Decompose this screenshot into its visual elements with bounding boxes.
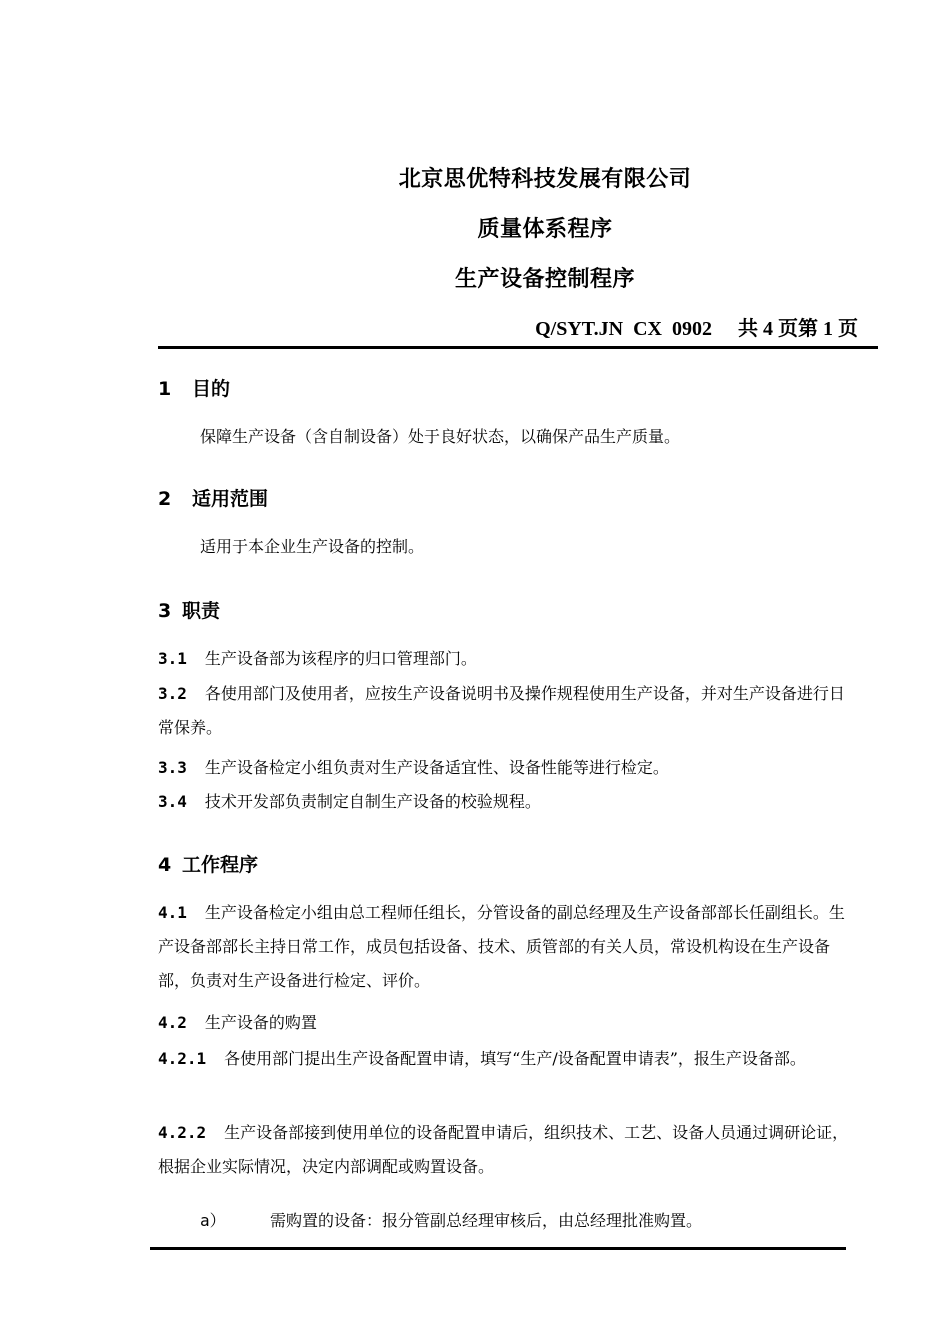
- document-number: Q/SYT.JN CX 0902: [535, 318, 712, 340]
- header-divider: [158, 346, 878, 349]
- footer-divider: [150, 1247, 846, 1250]
- section-heading-2: 2 适用范围: [158, 488, 269, 510]
- list-item: 4.2.2 生产设备部接到使用单位的设备配置申请后，组织技术、工艺、设备人员通过调研论证，根据企业实际情况，决定内部调配或购置设备。: [158, 1123, 849, 1176]
- document-category: 质量体系程序: [477, 217, 613, 242]
- section-heading-3: 3 职责: [158, 600, 221, 622]
- sub-item-a: a） 需购置的设备：报分管副总经理审核后，由总经理批准购置。: [200, 1211, 703, 1230]
- list-item: 3.2 各使用部门及使用者，应按生产设备说明书及操作规程使用生产设备，并对生产设备进行日常保养。: [158, 684, 845, 737]
- document-number-line: [535, 312, 858, 341]
- list-item: 4.1 生产设备检定小组由总工程师任组长，分管设备的副总经理及生产设备部部长任副组长。生产设备部部长主持日常工作，成员包括设备、技术、质管部的有关人员，常设机构设在生产设备部，负责对生产设备进行检定、评价。: [158, 903, 845, 990]
- list-item: 3.4 技术开发部负责制定自制生产设备的校验规程。: [158, 792, 541, 811]
- section-2-body: 适用于本企业生产设备的控制。: [200, 537, 425, 556]
- document-title: 生产设备控制程序: [454, 267, 635, 292]
- section-heading-4: 4 工作程序: [158, 854, 259, 876]
- company-name: 北京思优特科技发展有限公司: [398, 167, 692, 192]
- list-item: 4.2.1 各使用部门提出生产设备配置申请，填写“生产/设备配置申请表”，报生产设备部。: [158, 1049, 806, 1068]
- list-item: 3.3 生产设备检定小组负责对生产设备适宜性、设备性能等进行检定。: [158, 758, 669, 777]
- page-info: 共 4 页第 1 页: [738, 318, 858, 340]
- section-1-body: 保障生产设备（含自制设备）处于良好状态，以确保产品生产质量。: [200, 427, 681, 446]
- list-item: 3.1 生产设备部为该程序的归口管理部门。: [158, 649, 477, 668]
- list-item: 4.2 生产设备的购置: [158, 1013, 317, 1032]
- section-heading-1: 1 目的: [158, 378, 231, 400]
